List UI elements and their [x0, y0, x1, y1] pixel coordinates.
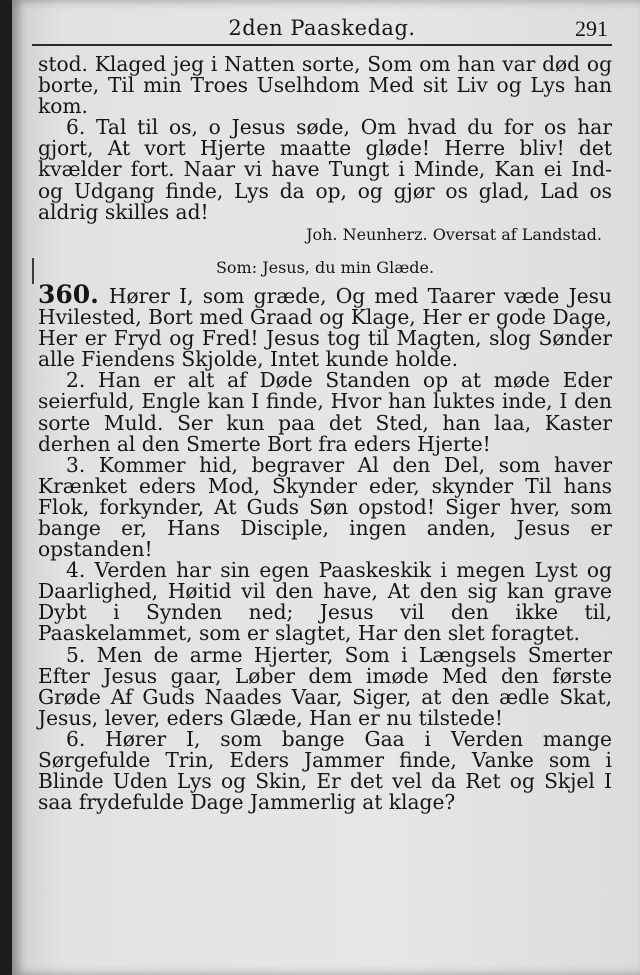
book-page [12, 0, 640, 975]
hymn-verse-1 [38, 279, 612, 372]
hymn-attribution: Joh. Neunherz. Oversat af Landstad. [306, 224, 602, 244]
running-header [32, 12, 612, 46]
margin-mark [32, 258, 34, 284]
hymn-verse-4: 4. Verden har sin egen Paaskeskik i megen Lyst og Daarlighed, Høitid vil den have, At den sig kan grave Dybt i Synden ned; Jesus vil den ikke til, Paaskelammet, som er slagtet, Har den slet foragtet. [38, 558, 612, 646]
hymn-number: 360. [38, 279, 99, 309]
hymn-verse-6: 6. Hører I, som bange Gaa i Verden mange Sørgefulde Trin, Eders Jammer finde, Vanke som i Blinde Uden Lys og Skin, Er det vel da Ret og Skjel I saa frydefulde Dage Jammerlig at klage? [38, 726, 612, 815]
page-number: 291 [575, 16, 608, 41]
page-body [38, 54, 612, 813]
hymn-verse-5: 5. Men de arme Hjerter, Som i Længsels Smerter Efter Jesus gaar, Løber dem imøde Med den første Grøde Af Guds Naades Vaar, Siger, at den ædle Skat, Jesus, lever, eders Glæde, Han er nu tilstede! [38, 642, 612, 730]
tune-line: Som: Jesus, du min Glæde. [215, 257, 435, 277]
hymn-verse: 6. Tal til os, o Jesus søde, Om hvad du for os har gjort, At vort Hjerte maatte gløde! Herre bliv! det kvælder fort. Naar vi have Tungt i Minde, Kan ei Ind- og Udgang finde, Lys da op, og gjør os glad, Lad os aldrig skilles ad! [38, 115, 612, 224]
hymn-verse-2: 2. Han er alt af Døde Standen op at møde Eder seierfuld, Engle kan I finde, Hvor han luktes inde, I den sorte Muld. Ser kun paa det Sted, han laa, Kaster derhen al den Smerte Bort fra eders Hjerte! [38, 368, 612, 456]
hymn-verse-1-text: Hører I, som græde, Og med Taarer væde Jesu Hvilested, Bort med Graad og Klage, Her er gode Dage, Her er Fryd og Fred! Jesus tog til Magten, slog Sønder alle Fiendens Skjolde, Intet kunde holde. [38, 283, 612, 372]
hymn-verse-3: 3. Kommer hid, begraver Al den Del, som haver Krænket eders Mod, Skynder eder, skynder Til hans Flok, forkynder, At Guds Søn opstod! Siger hver, som bange er, Hans Disciple, ingen anden, Jesus er opstanden! [38, 452, 612, 562]
hymn-continuation: stod. Klaged jeg i Natten sorte, Som om han var død og borte, Til min Troes Uselhdom Med sit Liv og Lys han kom. [38, 52, 612, 119]
header-title: 2den Paaskedag. [228, 16, 416, 40]
